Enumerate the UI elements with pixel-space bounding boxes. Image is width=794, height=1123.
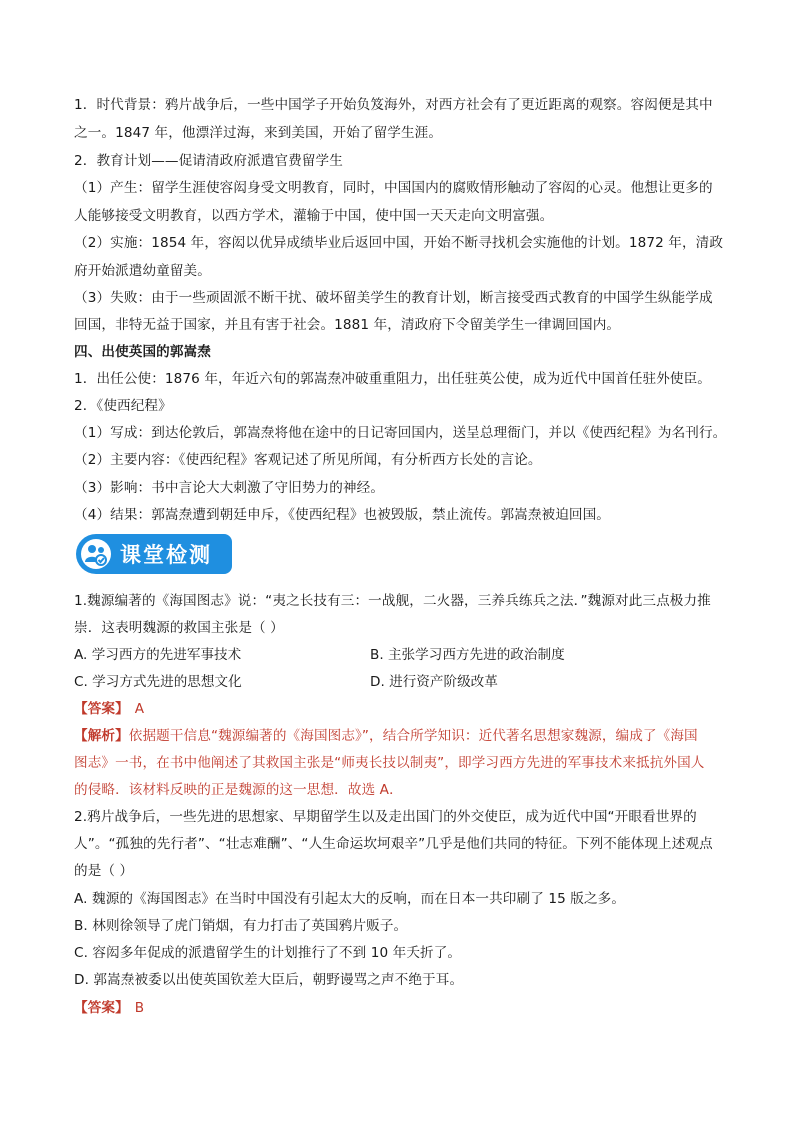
text-line: （1）写成：到达伦敦后，郭嵩焘将他在途中的日记寄回国内，送呈总理衙门，并以《使西纪程》为名刊行。 <box>74 425 727 441</box>
text-line: （4）结果：郭嵩焘遭到朝廷申斥，《使西纪程》也被毁版，禁止流传。郭嵩焘被迫回国。 <box>74 507 611 523</box>
text-line: 2．《使西纪程》 <box>74 398 172 414</box>
text-line: 1．时代背景：鸦片战争后，一些中国学子开始负笈海外，对西方社会有了更近距离的观察。容闳便是其中 <box>74 97 713 113</box>
text-line: 1．出任公使：1876 年，年近六旬的郭嵩焘冲破重重阻力，出任驻英公使，成为近代中国首任驻外使臣。 <box>74 371 711 387</box>
analysis-line: 图志》一书，在书中他阐述了其救国主张是“师夷长技以制夷”，即学习西方先进的军事技术来抵抗外国人 <box>74 755 705 771</box>
section-banner <box>76 534 232 574</box>
option-d: D. 进行资产阶级改革 <box>370 674 498 690</box>
banner-title: 课堂检测 <box>120 543 212 567</box>
answer-line <box>74 700 144 718</box>
text-line: 2．教育计划——促请清政府派遣官费留学生 <box>74 153 343 169</box>
section-heading: 四、出使英国的郭嵩焘 <box>74 344 211 360</box>
option-d: D. 郭嵩焘被委以出使英国钦差大臣后，朝野谩骂之声不绝于耳。 <box>74 972 464 988</box>
answer-value: A <box>134 701 145 717</box>
analysis-text: 依据题干信息“魏源编著的《海国图志》”，结合所学知识：近代著名思想家魏源，编成了《海国 <box>128 728 698 744</box>
question-stem: 的是（ ） <box>74 863 134 879</box>
option-b: B. 主张学习西方先进的政治制度 <box>370 647 565 663</box>
question-stem: 人”。“孤独的先行者”、“壮志难酬”、“人生命运坎坷艰辛”几乎是他们共同的特征。下列不能体现上述观点 <box>74 836 713 852</box>
question-stem: 崇．这表明魏源的救国主张是（ ） <box>74 620 284 636</box>
analysis-line <box>74 727 698 745</box>
text-line: 之一。1847 年，他漂洋过海，来到美国，开始了留学生涯。 <box>74 125 443 141</box>
option-c: C. 学习方式先进的思想文化 <box>74 674 242 690</box>
text-line: （3）影响：书中言论大大刺激了守旧势力的神经。 <box>74 480 385 496</box>
text-line: 府开始派遣幼童留美。 <box>74 263 211 279</box>
answer-tag: 【答案】 <box>74 701 129 717</box>
people-check-icon <box>76 534 116 574</box>
analysis-tag: 【解析】 <box>74 728 129 744</box>
question-stem: 2.鸦片战争后，一些先进的思想家、早期留学生以及走出国门的外交使臣，成为近代中国“开眼看世界的 <box>74 809 697 825</box>
option-a: A. 学习西方的先进军事技术 <box>74 647 242 663</box>
text-line: （1）产生：留学生涯使容闳身受文明教育，同时，中国国内的腐败情形触动了容闳的心灵。他想让更多的 <box>74 180 713 196</box>
answer-tag: 【答案】 <box>74 1000 129 1016</box>
text-line: 回国，非特无益于国家，并且有害于社会。1881 年，清政府下令留美学生一律调回国内。 <box>74 317 621 333</box>
analysis-line: 的侵略．该材料反映的正是魏源的这一思想．故选 A． <box>74 782 403 798</box>
text-line: （2）主要内容：《使西纪程》客观记述了所见所闻，有分析西方长处的言论。 <box>74 452 542 468</box>
answer-value: B <box>134 1000 145 1016</box>
question-stem: 1.魏源编著的《海国图志》说：“夷之长技有三：一战舰，二火器，三养兵练兵之法．”魏源对此三点极力推 <box>74 593 711 609</box>
text-line: 人能够接受文明教育，以西方学术，灌输于中国，使中国一天天走向文明富强。 <box>74 208 554 224</box>
text-line: （2）实施：1854 年，容闳以优异成绩毕业后返回中国，开始不断寻找机会实施他的计划。1872 年，清政 <box>74 235 724 251</box>
answer-line <box>74 999 144 1017</box>
option-c: C. 容闳多年促成的派遣留学生的计划推行了不到 10 年夭折了。 <box>74 945 462 961</box>
option-b: B. 林则徐领导了虎门销烟，有力打击了英国鸦片贩子。 <box>74 918 408 934</box>
option-a: A. 魏源的《海国图志》在当时中国没有引起太大的反响，而在日本一共印刷了 15 版之多。 <box>74 891 626 907</box>
text-line: （3）失败：由于一些顽固派不断干扰、破坏留美学生的教育计划，断言接受西式教育的中国学生纵能学成 <box>74 290 713 306</box>
